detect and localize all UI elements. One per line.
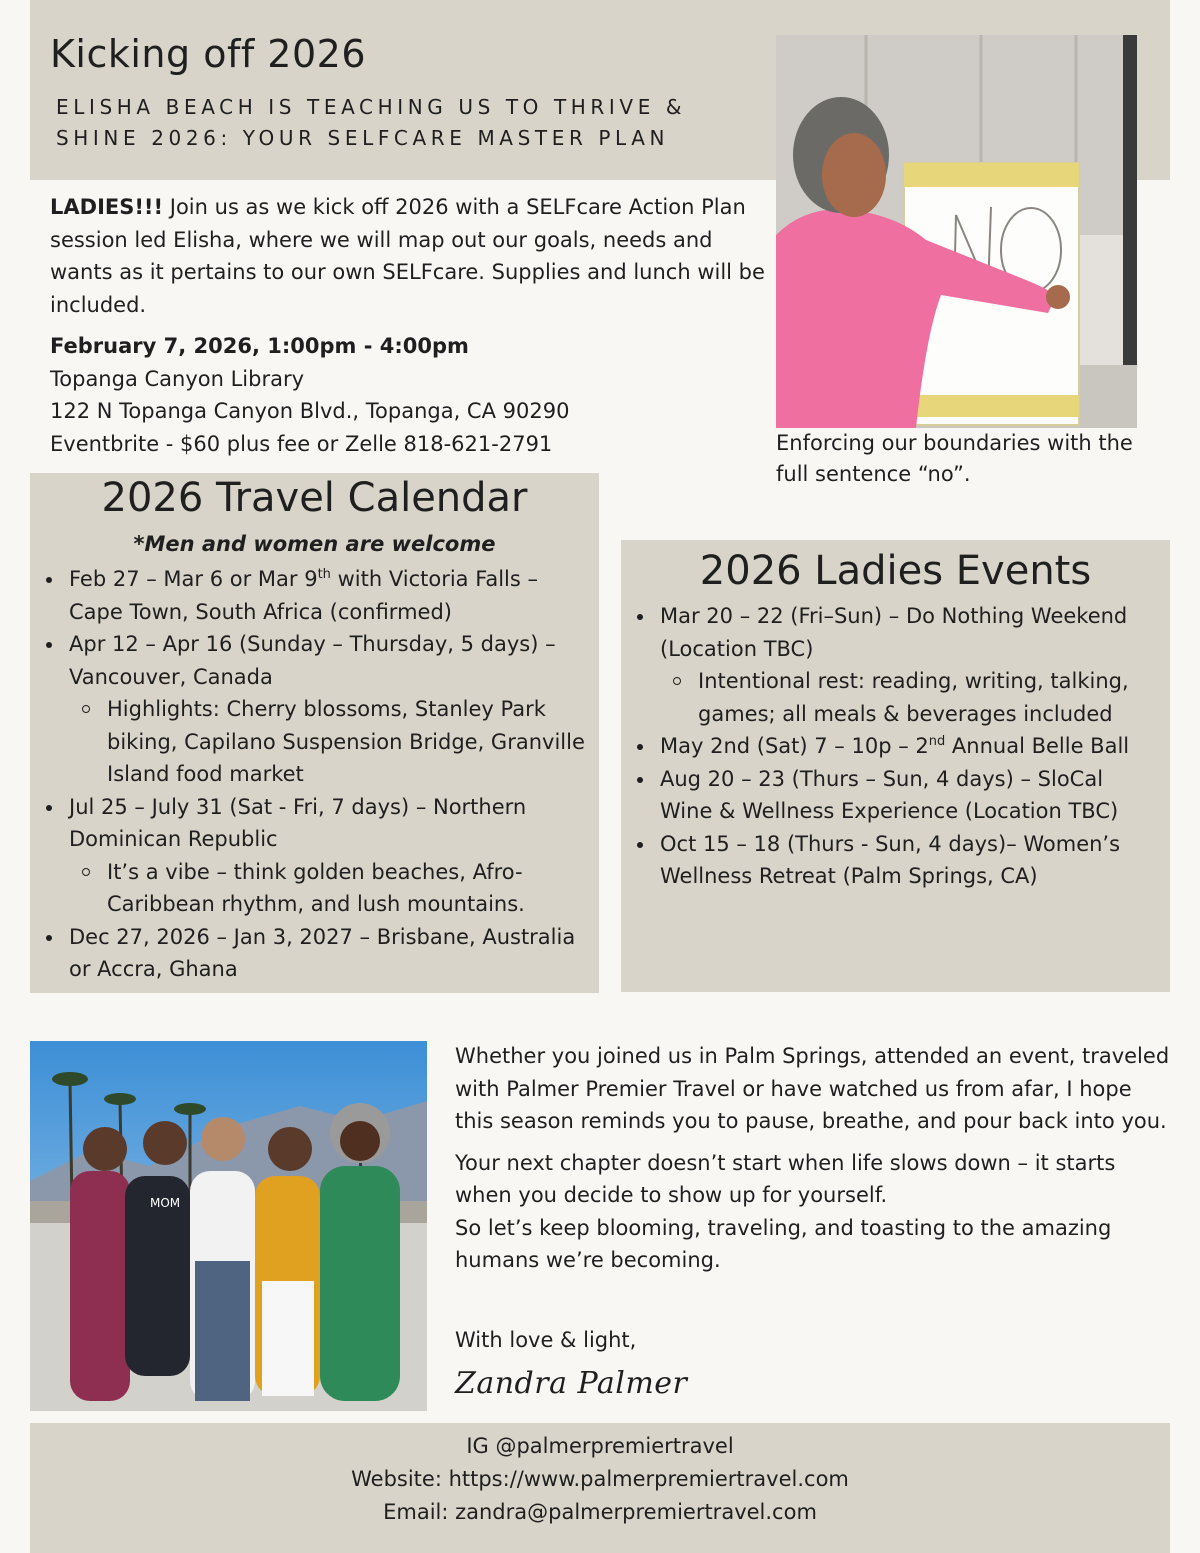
- ladies-event-subitem: Intentional rest: reading, writing, talking, games; all meals & beverages included: [660, 665, 1162, 730]
- message-paragraph: Whether you joined us in Palm Springs, attended an event, traveled with Palmer Premier Travel or have watched us from afar, I hope this season reminds you to pause, breathe, and pour back into you.: [455, 1044, 1170, 1133]
- event-date: February 7, 2026, 1:00pm - 4:00pm: [50, 334, 469, 358]
- boundary-photo: [776, 35, 1137, 428]
- event-venue: Topanga Canyon Library: [50, 366, 305, 391]
- ladies-event-item: May 2nd (Sat) 7 – 10p – 2nd Annual Belle Ball: [621, 730, 1170, 763]
- signoff: With love & light,: [455, 1328, 637, 1352]
- closing-message: [455, 1040, 1170, 1286]
- intro-paragraph: [50, 191, 765, 321]
- message-paragraph: Your next chapter doesn’t start when life slows down – it starts when you decide to show up for yourself. So let’s keep blooming, traveling, and toasting to the amazing humans we’re becoming.: [455, 1150, 1116, 1272]
- travel-item: Feb 27 – Mar 6 or Mar 9th with Victoria Falls – Cape Town, South Africa (confirmed): [30, 563, 599, 628]
- page-title: Kicking off 2026: [50, 32, 367, 76]
- travel-subitem: Highlights: Cherry blossoms, Stanley Park biking, Capilano Suspension Bridge, Granville Island food market: [69, 693, 591, 791]
- group-photo: [30, 1041, 427, 1411]
- shirt-text: MOM: [150, 1196, 181, 1210]
- instagram-handle: IG @palmerpremiertravel: [466, 1434, 734, 1458]
- travel-calendar-note: *Men and women are welcome: [133, 532, 496, 556]
- intro-text: Join us as we kick off 2026 with a SELFcare Action Plan session led Elisha, where we will map out our goals, needs and wants as it pertains to our own SELFcare. Supplies and lunch will be included.: [50, 195, 765, 317]
- event-address: 122 N Topanga Canyon Blvd., Topanga, CA 90290: [50, 399, 570, 423]
- travel-item: Dec 27, 2026 – Jan 3, 2027 – Brisbane, Australia or Accra, Ghana: [30, 921, 599, 986]
- ladies-events-title: 2026 Ladies Events: [699, 548, 1092, 594]
- signature: Zandra Palmer: [455, 1366, 688, 1401]
- event-pricing: Eventbrite - $60 plus fee or Zelle 818-621-2791: [50, 431, 553, 456]
- travel-subitem: It’s a vibe – think golden beaches, Afro-Caribbean rhythm, and lush mountains.: [69, 856, 591, 921]
- ladies-event-item: Oct 15 – 18 (Thurs - Sun, 4 days)– Women’s Wellness Retreat (Palm Springs, CA): [621, 828, 1170, 893]
- photo-caption: Enforcing our boundaries with the full sentence “no”.: [776, 431, 1133, 486]
- page-subtitle: ELISHA BEACH IS TEACHING US TO THRIVE & SHINE 2026: YOUR SELFCARE MASTER PLAN: [56, 95, 687, 150]
- travel-item: Jul 25 – July 31 (Sat - Fri, 7 days) – Northern Dominican Republic It’s a vibe – think golden beaches, Afro-Caribbean rhythm, and lush mountains.: [30, 791, 599, 921]
- intro-lead: LADIES!!!: [50, 195, 164, 219]
- footer-contact: [30, 1430, 1170, 1529]
- travel-calendar-list: [30, 563, 599, 986]
- email-link[interactable]: Email: zandra@palmerpremiertravel.com: [383, 1500, 817, 1524]
- ladies-event-item: Mar 20 – 22 (Fri–Sun) – Do Nothing Weekend (Location TBC) Intentional rest: reading, writing, talking, games; all meals & beverages included: [621, 600, 1170, 730]
- travel-calendar-title: 2026 Travel Calendar: [101, 475, 528, 521]
- travel-item: Apr 12 – Apr 16 (Sunday – Thursday, 5 days) – Vancouver, Canada Highlights: Cherry blossoms, Stanley Park biking, Capilano Suspension Bridge, Granville Island food market: [30, 628, 599, 791]
- ladies-event-item: Aug 20 – 23 (Thurs – Sun, 4 days) – SloCal Wine & Wellness Experience (Location TBC): [621, 763, 1170, 828]
- event-details: [50, 330, 765, 460]
- website-link[interactable]: Website: https://www.palmerpremiertravel.com: [351, 1467, 849, 1491]
- ladies-events-list: [621, 600, 1170, 893]
